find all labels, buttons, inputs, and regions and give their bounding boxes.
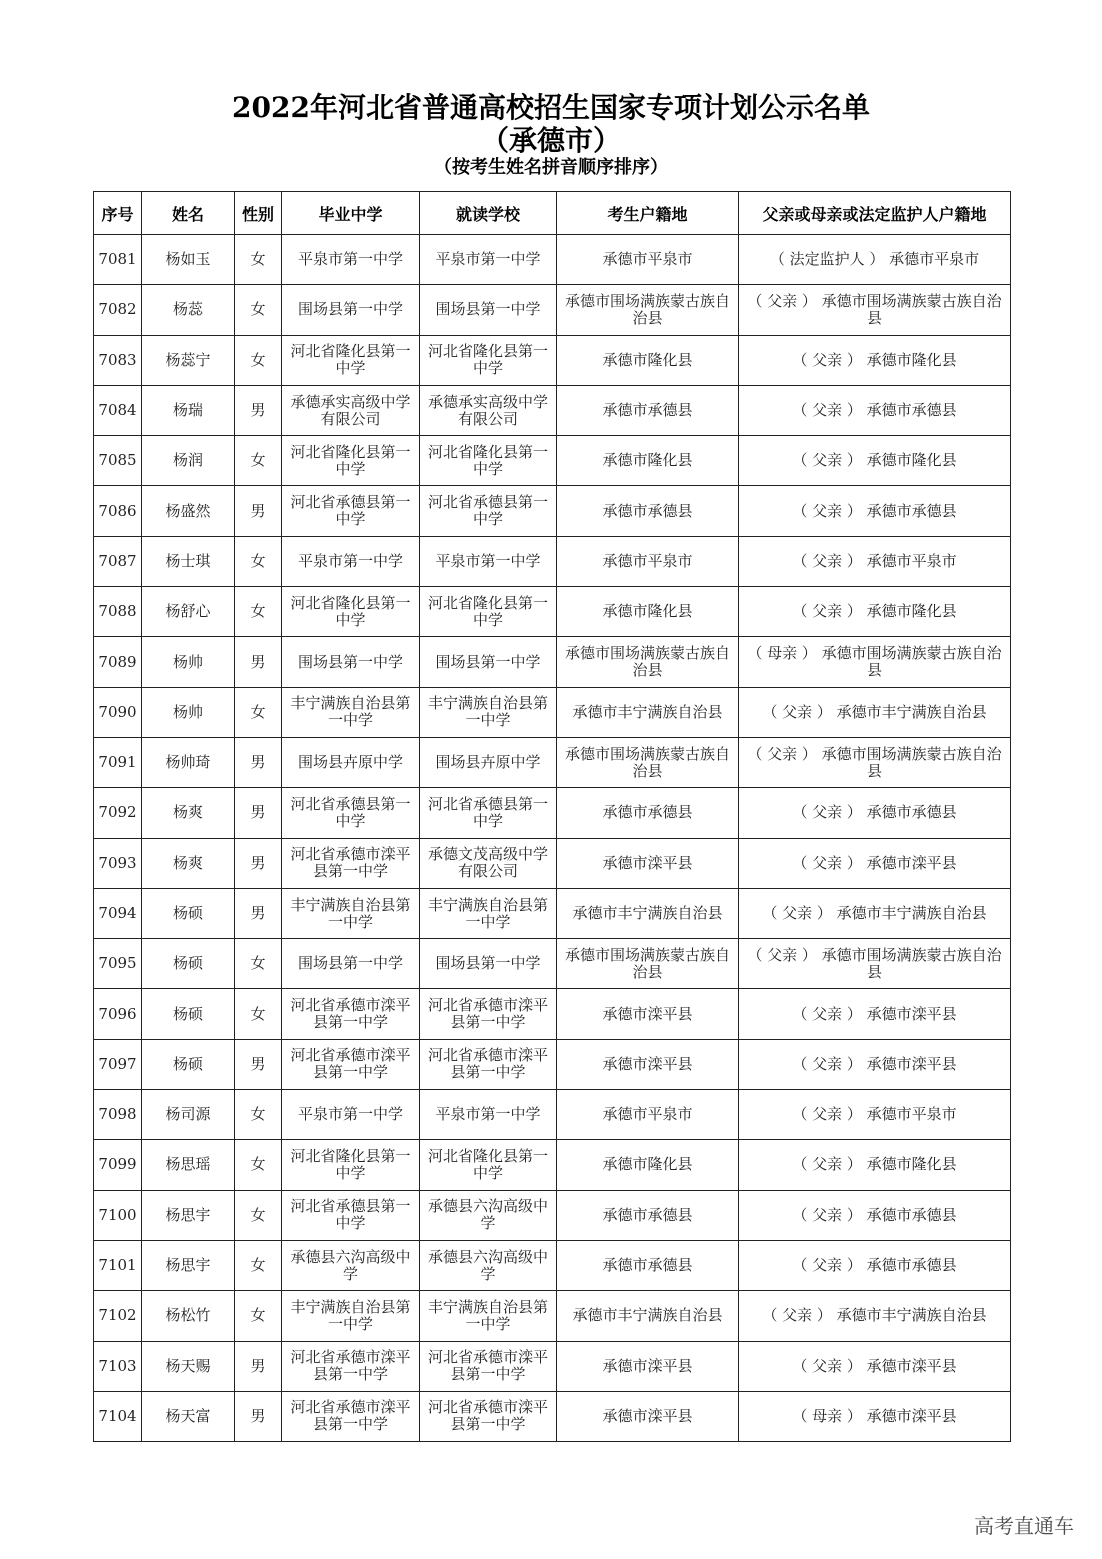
- cell-name: 杨硕: [142, 888, 235, 938]
- cell-current-school: 平泉市第一中学: [420, 235, 557, 285]
- cell-current-school: 围场县第一中学: [420, 939, 557, 989]
- cell-name: 杨帅琦: [142, 737, 235, 787]
- table-row: [94, 1039, 1011, 1089]
- cell-index: 7094: [94, 888, 142, 938]
- cell-index: 7093: [94, 838, 142, 888]
- cell-graduated-school: 平泉市第一中学: [282, 1090, 420, 1140]
- cell-name: 杨硕: [142, 1039, 235, 1089]
- cell-name: 杨思宇: [142, 1240, 235, 1290]
- cell-gender: 女: [235, 1090, 282, 1140]
- cell-current-school: 河北省承德市滦平县第一中学: [420, 1039, 557, 1089]
- cell-index: 7089: [94, 637, 142, 687]
- table-row: [94, 1341, 1011, 1391]
- cell-index: 7096: [94, 989, 142, 1039]
- cell-graduated-school: 河北省承德市滦平县第一中学: [282, 838, 420, 888]
- cell-current-school: 河北省隆化县第一中学: [420, 587, 557, 637]
- cell-gender: 男: [235, 1039, 282, 1089]
- cell-gender: 女: [235, 939, 282, 989]
- cell-household-registration: 承德市平泉市: [557, 235, 739, 285]
- table-row: [94, 1190, 1011, 1240]
- cell-current-school: 围场县卉原中学: [420, 737, 557, 787]
- table-row: [94, 1240, 1011, 1290]
- cell-graduated-school: 河北省隆化县第一中学: [282, 335, 420, 385]
- document-title: 2022年河北省普通高校招生国家专项计划公示名单: [232, 91, 870, 124]
- cell-gender: 女: [235, 1190, 282, 1240]
- cell-household-registration: 承德市承德县: [557, 1190, 739, 1240]
- header-gender: 性别: [235, 192, 282, 235]
- cell-household-registration: 承德市丰宁满族自治县: [557, 888, 739, 938]
- table-row: [94, 989, 1011, 1039]
- cell-name: 杨硕: [142, 989, 235, 1039]
- header-row: [94, 192, 1011, 235]
- cell-index: 7095: [94, 939, 142, 989]
- cell-name: 杨蕊宁: [142, 335, 235, 385]
- cell-household-registration: 承德市承德县: [557, 486, 739, 536]
- table-row: [94, 888, 1011, 938]
- cell-index: 7102: [94, 1291, 142, 1341]
- sort-note: （按考生姓名拼音顺序排序）: [434, 157, 668, 178]
- cell-guardian-registration: （ 父亲 ） 承德市围场满族蒙古族自治县: [739, 737, 1011, 787]
- cell-index: 7082: [94, 285, 142, 335]
- table-row: [94, 939, 1011, 989]
- cell-guardian-registration: （ 父亲 ） 承德市隆化县: [739, 335, 1011, 385]
- cell-household-registration: 承德市滦平县: [557, 1039, 739, 1089]
- table-row: [94, 788, 1011, 838]
- cell-gender: 男: [235, 788, 282, 838]
- cell-current-school: 承德县六沟高级中学: [420, 1190, 557, 1240]
- cell-name: 杨爽: [142, 838, 235, 888]
- cell-graduated-school: 围场县卉原中学: [282, 737, 420, 787]
- cell-current-school: 河北省隆化县第一中学: [420, 436, 557, 486]
- cell-guardian-registration: （ 父亲 ） 承德市滦平县: [739, 1341, 1011, 1391]
- cell-household-registration: 承德市隆化县: [557, 1140, 739, 1190]
- cell-household-registration: 承德市围场满族蒙古族自治县: [557, 939, 739, 989]
- cell-index: 7083: [94, 335, 142, 385]
- cell-index: 7097: [94, 1039, 142, 1089]
- cell-gender: 男: [235, 1341, 282, 1391]
- cell-gender: 女: [235, 1240, 282, 1290]
- table-row: [94, 536, 1011, 586]
- cell-graduated-school: 丰宁满族自治县第一中学: [282, 1291, 420, 1341]
- cell-name: 杨思宇: [142, 1190, 235, 1240]
- header-index: 序号: [94, 192, 142, 235]
- cell-graduated-school: 河北省隆化县第一中学: [282, 587, 420, 637]
- cell-household-registration: 承德市滦平县: [557, 1391, 739, 1441]
- cell-name: 杨爽: [142, 788, 235, 838]
- cell-gender: 女: [235, 536, 282, 586]
- cell-gender: 男: [235, 486, 282, 536]
- cell-graduated-school: 丰宁满族自治县第一中学: [282, 687, 420, 737]
- cell-current-school: 河北省承德市滦平县第一中学: [420, 1391, 557, 1441]
- table-row: [94, 737, 1011, 787]
- cell-current-school: 河北省承德县第一中学: [420, 486, 557, 536]
- cell-index: 7084: [94, 385, 142, 435]
- cell-current-school: 平泉市第一中学: [420, 1090, 557, 1140]
- cell-name: 杨天富: [142, 1391, 235, 1441]
- cell-current-school: 围场县第一中学: [420, 285, 557, 335]
- cell-gender: 男: [235, 737, 282, 787]
- cell-household-registration: 承德市承德县: [557, 788, 739, 838]
- cell-gender: 女: [235, 1291, 282, 1341]
- cell-index: 7088: [94, 587, 142, 637]
- cell-household-registration: 承德市围场满族蒙古族自治县: [557, 637, 739, 687]
- cell-graduated-school: 河北省承德县第一中学: [282, 1190, 420, 1240]
- cell-current-school: 承德承实高级中学有限公司: [420, 385, 557, 435]
- cell-name: 杨松竹: [142, 1291, 235, 1341]
- table-row: [94, 1140, 1011, 1190]
- cell-gender: 男: [235, 385, 282, 435]
- cell-guardian-registration: （ 法定监护人 ） 承德市平泉市: [739, 235, 1011, 285]
- document-city: （承德市）: [480, 124, 621, 157]
- table-body: [94, 235, 1011, 1442]
- cell-index: 7091: [94, 737, 142, 787]
- cell-gender: 女: [235, 587, 282, 637]
- table-row: [94, 637, 1011, 687]
- cell-guardian-registration: （ 父亲 ） 承德市滦平县: [739, 1039, 1011, 1089]
- cell-graduated-school: 围场县第一中学: [282, 637, 420, 687]
- cell-household-registration: 承德市平泉市: [557, 1090, 739, 1140]
- table-row: [94, 285, 1011, 335]
- table-row: [94, 385, 1011, 435]
- cell-household-registration: 承德市滦平县: [557, 838, 739, 888]
- cell-index: 7085: [94, 436, 142, 486]
- cell-guardian-registration: （ 父亲 ） 承德市平泉市: [739, 536, 1011, 586]
- cell-gender: 女: [235, 436, 282, 486]
- cell-guardian-registration: （ 父亲 ） 承德市丰宁满族自治县: [739, 687, 1011, 737]
- cell-graduated-school: 围场县第一中学: [282, 285, 420, 335]
- cell-gender: 女: [235, 235, 282, 285]
- cell-index: 7081: [94, 235, 142, 285]
- cell-gender: 女: [235, 335, 282, 385]
- cell-household-registration: 承德市滦平县: [557, 989, 739, 1039]
- cell-household-registration: 承德市围场满族蒙古族自治县: [557, 737, 739, 787]
- cell-current-school: 丰宁满族自治县第一中学: [420, 687, 557, 737]
- cell-guardian-registration: （ 父亲 ） 承德市围场满族蒙古族自治县: [739, 939, 1011, 989]
- table-row: [94, 1090, 1011, 1140]
- table-row: [94, 1391, 1011, 1441]
- cell-household-registration: 承德市隆化县: [557, 436, 739, 486]
- cell-name: 杨思瑶: [142, 1140, 235, 1190]
- header-guardian-registration: 父亲或母亲或法定监护人户籍地: [739, 192, 1011, 235]
- cell-name: 杨舒心: [142, 587, 235, 637]
- cell-graduated-school: 河北省承德市滦平县第一中学: [282, 989, 420, 1039]
- cell-current-school: 河北省隆化县第一中学: [420, 335, 557, 385]
- table-row: [94, 687, 1011, 737]
- cell-name: 杨盛然: [142, 486, 235, 536]
- header-graduated-school: 毕业中学: [282, 192, 420, 235]
- cell-index: 7104: [94, 1391, 142, 1441]
- cell-name: 杨润: [142, 436, 235, 486]
- cell-graduated-school: 围场县第一中学: [282, 939, 420, 989]
- cell-name: 杨帅: [142, 637, 235, 687]
- cell-household-registration: 承德市隆化县: [557, 587, 739, 637]
- header-household-registration: 考生户籍地: [557, 192, 739, 235]
- table-row: [94, 436, 1011, 486]
- cell-graduated-school: 平泉市第一中学: [282, 536, 420, 586]
- cell-current-school: 河北省隆化县第一中学: [420, 1140, 557, 1190]
- cell-current-school: 平泉市第一中学: [420, 536, 557, 586]
- cell-guardian-registration: （ 父亲 ） 承德市承德县: [739, 486, 1011, 536]
- cell-graduated-school: 河北省隆化县第一中学: [282, 436, 420, 486]
- cell-gender: 男: [235, 838, 282, 888]
- cell-guardian-registration: （ 父亲 ） 承德市滦平县: [739, 989, 1011, 1039]
- cell-guardian-registration: （ 父亲 ） 承德市承德县: [739, 1190, 1011, 1240]
- cell-current-school: 围场县第一中学: [420, 637, 557, 687]
- cell-graduated-school: 河北省承德县第一中学: [282, 486, 420, 536]
- table-header: [94, 192, 1011, 235]
- cell-household-registration: 承德市丰宁满族自治县: [557, 687, 739, 737]
- cell-current-school: 河北省承德市滦平县第一中学: [420, 989, 557, 1039]
- table-row: [94, 587, 1011, 637]
- cell-guardian-registration: （ 父亲 ） 承德市丰宁满族自治县: [739, 1291, 1011, 1341]
- cell-name: 杨司源: [142, 1090, 235, 1140]
- cell-gender: 男: [235, 1391, 282, 1441]
- cell-name: 杨硕: [142, 939, 235, 989]
- header-name: 姓名: [142, 192, 235, 235]
- cell-index: 7090: [94, 687, 142, 737]
- cell-graduated-school: 河北省隆化县第一中学: [282, 1140, 420, 1190]
- cell-household-registration: 承德市隆化县: [557, 335, 739, 385]
- cell-graduated-school: 平泉市第一中学: [282, 235, 420, 285]
- cell-household-registration: 承德市平泉市: [557, 536, 739, 586]
- cell-guardian-registration: （ 父亲 ） 承德市隆化县: [739, 436, 1011, 486]
- table-row: [94, 838, 1011, 888]
- cell-name: 杨士琪: [142, 536, 235, 586]
- cell-name: 杨瑞: [142, 385, 235, 435]
- cell-guardian-registration: （ 父亲 ） 承德市平泉市: [739, 1090, 1011, 1140]
- cell-name: 杨蕊: [142, 285, 235, 335]
- cell-current-school: 河北省承德市滦平县第一中学: [420, 1341, 557, 1391]
- cell-guardian-registration: （ 父亲 ） 承德市滦平县: [739, 838, 1011, 888]
- cell-index: 7101: [94, 1240, 142, 1290]
- cell-guardian-registration: （ 父亲 ） 承德市承德县: [739, 788, 1011, 838]
- cell-graduated-school: 河北省承德县第一中学: [282, 788, 420, 838]
- cell-gender: 女: [235, 989, 282, 1039]
- cell-index: 7103: [94, 1341, 142, 1391]
- table-row: [94, 1291, 1011, 1341]
- cell-household-registration: 承德市围场满族蒙古族自治县: [557, 285, 739, 335]
- cell-graduated-school: 承德县六沟高级中学: [282, 1240, 420, 1290]
- cell-guardian-registration: （ 父亲 ） 承德市围场满族蒙古族自治县: [739, 285, 1011, 335]
- cell-graduated-school: 河北省承德市滦平县第一中学: [282, 1039, 420, 1089]
- cell-name: 杨天赐: [142, 1341, 235, 1391]
- cell-name: 杨帅: [142, 687, 235, 737]
- cell-household-registration: 承德市承德县: [557, 385, 739, 435]
- table-row: [94, 486, 1011, 536]
- cell-graduated-school: 河北省承德市滦平县第一中学: [282, 1341, 420, 1391]
- cell-guardian-registration: （ 父亲 ） 承德市承德县: [739, 385, 1011, 435]
- cell-guardian-registration: （ 父亲 ） 承德市隆化县: [739, 1140, 1011, 1190]
- cell-name: 杨如玉: [142, 235, 235, 285]
- header-current-school: 就读学校: [420, 192, 557, 235]
- cell-gender: 女: [235, 285, 282, 335]
- cell-index: 7086: [94, 486, 142, 536]
- cell-graduated-school: 河北省承德市滦平县第一中学: [282, 1391, 420, 1441]
- table-row: [94, 235, 1011, 285]
- cell-gender: 男: [235, 637, 282, 687]
- cell-index: 7099: [94, 1140, 142, 1190]
- cell-guardian-registration: （ 父亲 ） 承德市隆化县: [739, 587, 1011, 637]
- cell-index: 7087: [94, 536, 142, 586]
- cell-current-school: 丰宁满族自治县第一中学: [420, 1291, 557, 1341]
- cell-index: 7092: [94, 788, 142, 838]
- cell-index: 7098: [94, 1090, 142, 1140]
- cell-guardian-registration: （ 母亲 ） 承德市围场满族蒙古族自治县: [739, 637, 1011, 687]
- cell-graduated-school: 承德承实高级中学有限公司: [282, 385, 420, 435]
- watermark: 高考直通车: [974, 1514, 1074, 1538]
- cell-household-registration: 承德市承德县: [557, 1240, 739, 1290]
- cell-gender: 男: [235, 888, 282, 938]
- cell-guardian-registration: （ 父亲 ） 承德市丰宁满族自治县: [739, 888, 1011, 938]
- cell-guardian-registration: （ 母亲 ） 承德市滦平县: [739, 1391, 1011, 1441]
- cell-index: 7100: [94, 1190, 142, 1240]
- cell-graduated-school: 丰宁满族自治县第一中学: [282, 888, 420, 938]
- cell-current-school: 丰宁满族自治县第一中学: [420, 888, 557, 938]
- cell-household-registration: 承德市丰宁满族自治县: [557, 1291, 739, 1341]
- cell-current-school: 承德文茂高级中学有限公司: [420, 838, 557, 888]
- roster-table: [93, 191, 1011, 1442]
- cell-guardian-registration: （ 父亲 ） 承德市承德县: [739, 1240, 1011, 1290]
- cell-gender: 女: [235, 687, 282, 737]
- cell-gender: 女: [235, 1140, 282, 1190]
- table-row: [94, 335, 1011, 385]
- cell-current-school: 承德县六沟高级中学: [420, 1240, 557, 1290]
- cell-household-registration: 承德市滦平县: [557, 1341, 739, 1391]
- cell-current-school: 河北省承德县第一中学: [420, 788, 557, 838]
